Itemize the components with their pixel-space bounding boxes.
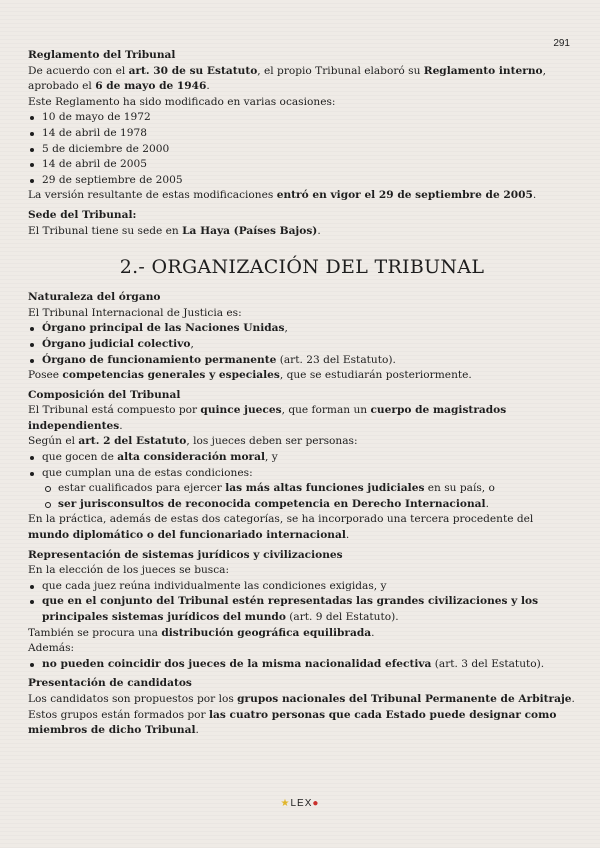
list-item: Órgano judicial colectivo, <box>28 337 576 353</box>
paragraph: Este Reglamento ha sido modificado en varias ocasiones: <box>28 95 336 108</box>
paragraph: Además: <box>28 642 75 655</box>
ademas-list <box>28 657 576 673</box>
paragraph: El Tribunal Internacional de Justicia es: <box>28 306 242 319</box>
heading-presentacion: Presentación de candidatos <box>28 677 192 690</box>
paragraph: Estos grupos están formados por las cuatro personas que cada Estado puede designar como miembros de dicho Tribunal. <box>28 708 557 737</box>
page <box>28 0 576 739</box>
list-item: 10 de mayo de 1972 <box>28 110 576 126</box>
heading-sede: Sede del Tribunal: <box>28 208 137 221</box>
paragraph: En la práctica, además de estas dos categorías, se ha incorporado una tercera procedente del mundo diplomático o del funcionariado internacional. <box>28 513 534 542</box>
star-icon: ★ <box>280 798 291 809</box>
footer-logo <box>0 796 600 812</box>
paragraph: Posee competencias generales y especiales, que se estudiarán posteriormente. <box>28 369 472 382</box>
paragraph: La versión resultante de estas modificaciones entró en vigor el 29 de septiembre de 2005. <box>28 189 537 202</box>
paragraph: Los candidatos son propuestos por los grupos nacionales del Tribunal Permanente de Arbitraje. <box>28 692 575 705</box>
list-item: no pueden coincidir dos jueces de la misma nacionalidad efectiva (art. 3 del Estatuto). <box>28 657 576 673</box>
paragraph: De acuerdo con el art. 30 de su Estatuto, el propio Tribunal elaboró su Reglamento interno, aprobado el 6 de mayo de 1946. <box>28 64 546 93</box>
paragraph: Según el art. 2 del Estatuto, los jueces deben ser personas: <box>28 435 358 448</box>
eleccion-list <box>28 579 576 626</box>
requisitos-list <box>28 450 576 481</box>
heading-reglamento: Reglamento del Tribunal <box>28 49 176 61</box>
list-item: 29 de septiembre de 2005 <box>28 173 576 189</box>
logo-text: LEX <box>290 798 313 809</box>
list-item: que cumplan una de estas condiciones: <box>28 466 576 482</box>
paragraph: También se procura una distribución geográfica equilibrada. <box>28 626 375 639</box>
list-item: que gocen de alta consideración moral, y <box>28 450 576 466</box>
list-item: Órgano de funcionamiento permanente (art. 23 del Estatuto). <box>28 353 576 369</box>
paragraph: En la elección de los jueces se busca: <box>28 564 230 577</box>
list-item: 5 de diciembre de 2000 <box>28 142 576 158</box>
list-item: estar cualificados para ejercer las más altas funciones judiciales en su país, o <box>28 481 576 497</box>
list-item: Órgano principal de las Naciones Unidas, <box>28 321 576 337</box>
naturaleza-list <box>28 321 576 368</box>
page-number: 291 <box>553 38 570 49</box>
paragraph: El Tribunal tiene su sede en La Haya (Países Bajos). <box>28 224 321 237</box>
list-item: que en el conjunto del Tribunal estén representadas las grandes civilizaciones y los principales sistemas jurídicos del mundo (art. 9 del Estatuto). <box>28 594 576 625</box>
heading-composicion: Composición del Tribunal <box>28 388 181 401</box>
section-title: 2.- ORGANIZACIÓN DEL TRIBUNAL <box>119 256 485 279</box>
drop-icon: ● <box>312 798 320 809</box>
condiciones-list <box>28 481 576 512</box>
list-item: 14 de abril de 2005 <box>28 157 576 173</box>
heading-naturaleza: Naturaleza del órgano <box>28 291 161 304</box>
list-item: 14 de abril de 1978 <box>28 126 576 142</box>
dates-list <box>28 110 576 188</box>
heading-representacion: Representación de sistemas jurídicos y civilizaciones <box>28 548 343 561</box>
list-item: ser jurisconsultos de reconocida competencia en Derecho Internacional. <box>28 497 576 513</box>
paragraph: El Tribunal está compuesto por quince jueces, que forman un cuerpo de magistrados independientes. <box>28 404 507 432</box>
list-item: que cada juez reúna individualmente las condiciones exigidas, y <box>28 579 576 595</box>
